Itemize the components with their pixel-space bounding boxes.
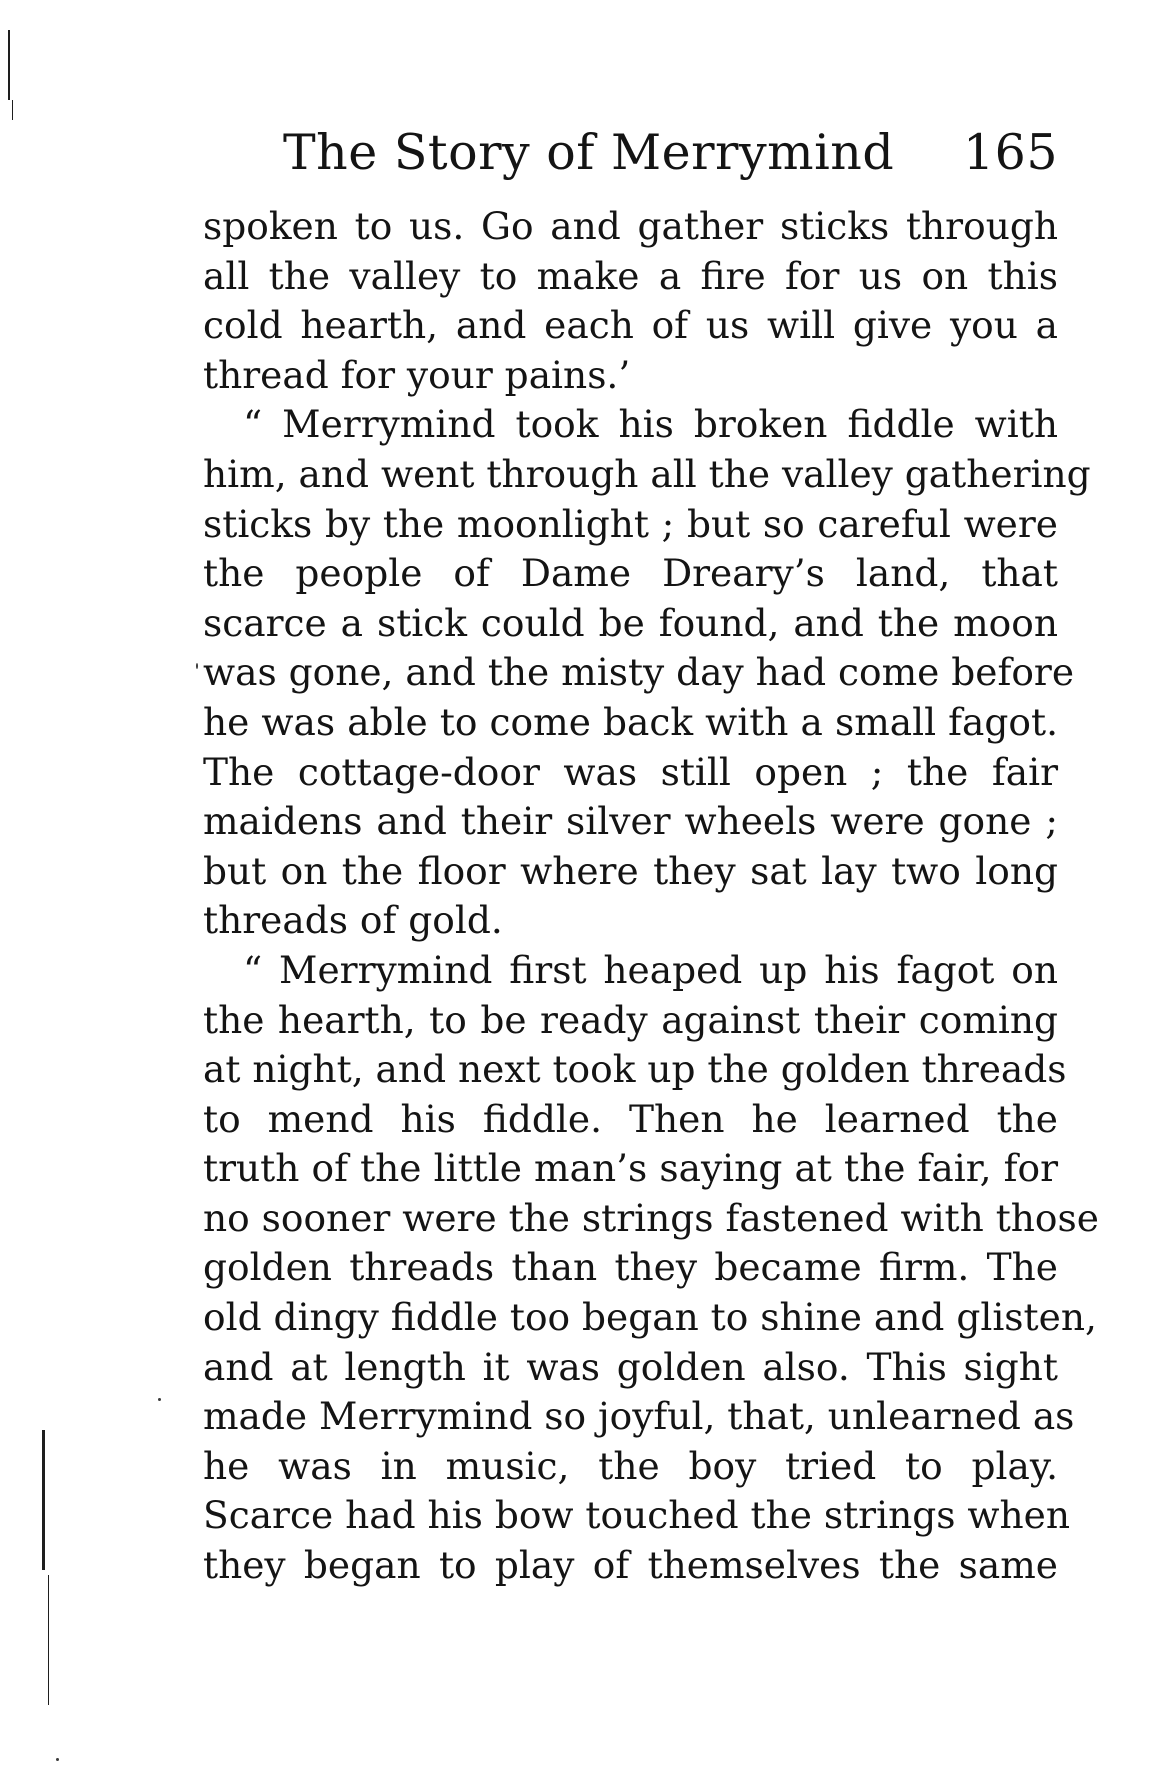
text-line: they began to play of themselves the same: [203, 1543, 1058, 1588]
scan-speck: [56, 1758, 59, 1761]
text-line: threads of gold.: [203, 898, 503, 943]
text-line: The cottage-door was still open ; the fair: [203, 749, 1058, 794]
body-text: [203, 202, 1099, 1591]
text-line: maidens and their silver wheels were gone ;: [203, 799, 1058, 844]
text-line: made Merrymind so joyful, that, unlearned as: [203, 1394, 1075, 1439]
text-line: at night, and next took up the golden threads: [203, 1047, 1067, 1092]
binding-edge-mark: [8, 30, 10, 100]
text-line: thread for your pains.’: [203, 352, 631, 397]
text-line: old dingy fiddle too began to shine and glisten,: [203, 1295, 1097, 1340]
text-line: no sooner were the strings fastened with those: [203, 1195, 1099, 1240]
binding-edge-mark: [42, 1430, 45, 1570]
text-line: scarce a stick could be found, and the moon: [203, 600, 1058, 645]
page-title: The Story of Merrymind: [283, 124, 895, 181]
binding-edge-mark: [48, 1575, 49, 1705]
text-line: sticks by the moonlight ; but so careful were: [203, 501, 1058, 546]
text-line: was gone, and the misty day had come before: [203, 650, 1075, 695]
text-line: Scarce had his bow touched the strings when: [203, 1493, 1070, 1538]
running-head: [283, 115, 1058, 191]
scan-speck: [158, 1398, 161, 1401]
page-number: 165: [962, 124, 1058, 181]
text-line: all the valley to make a fire for us on this: [203, 253, 1058, 298]
text-line: the hearth, to be ready against their coming: [203, 997, 1058, 1042]
text-line: “ Merrymind took his broken fiddle with: [243, 402, 1058, 447]
text-line: cold hearth, and each of us will give you a: [203, 303, 1058, 348]
text-line: the people of Dame Dreary’s land, that: [203, 551, 1058, 596]
scan-speck: [196, 663, 198, 669]
text-line: “ Merrymind first heaped up his fagot on: [243, 947, 1058, 992]
text-line: to mend his fiddle. Then he learned the: [203, 1096, 1058, 1141]
text-line: him, and went through all the valley gathering: [203, 451, 1091, 496]
text-line: he was able to come back with a small fagot.: [203, 699, 1058, 744]
text-line: he was in music, the boy tried to play.: [203, 1443, 1058, 1488]
text-line: but on the floor where they sat lay two long: [203, 848, 1058, 893]
text-line: golden threads than they became firm. The: [203, 1245, 1058, 1290]
text-line: truth of the little man’s saying at the fair, for: [203, 1146, 1058, 1191]
binding-edge-mark: [12, 100, 13, 120]
text-line: spoken to us. Go and gather sticks through: [203, 204, 1058, 248]
text-line: and at length it was golden also. This sight: [203, 1344, 1058, 1389]
